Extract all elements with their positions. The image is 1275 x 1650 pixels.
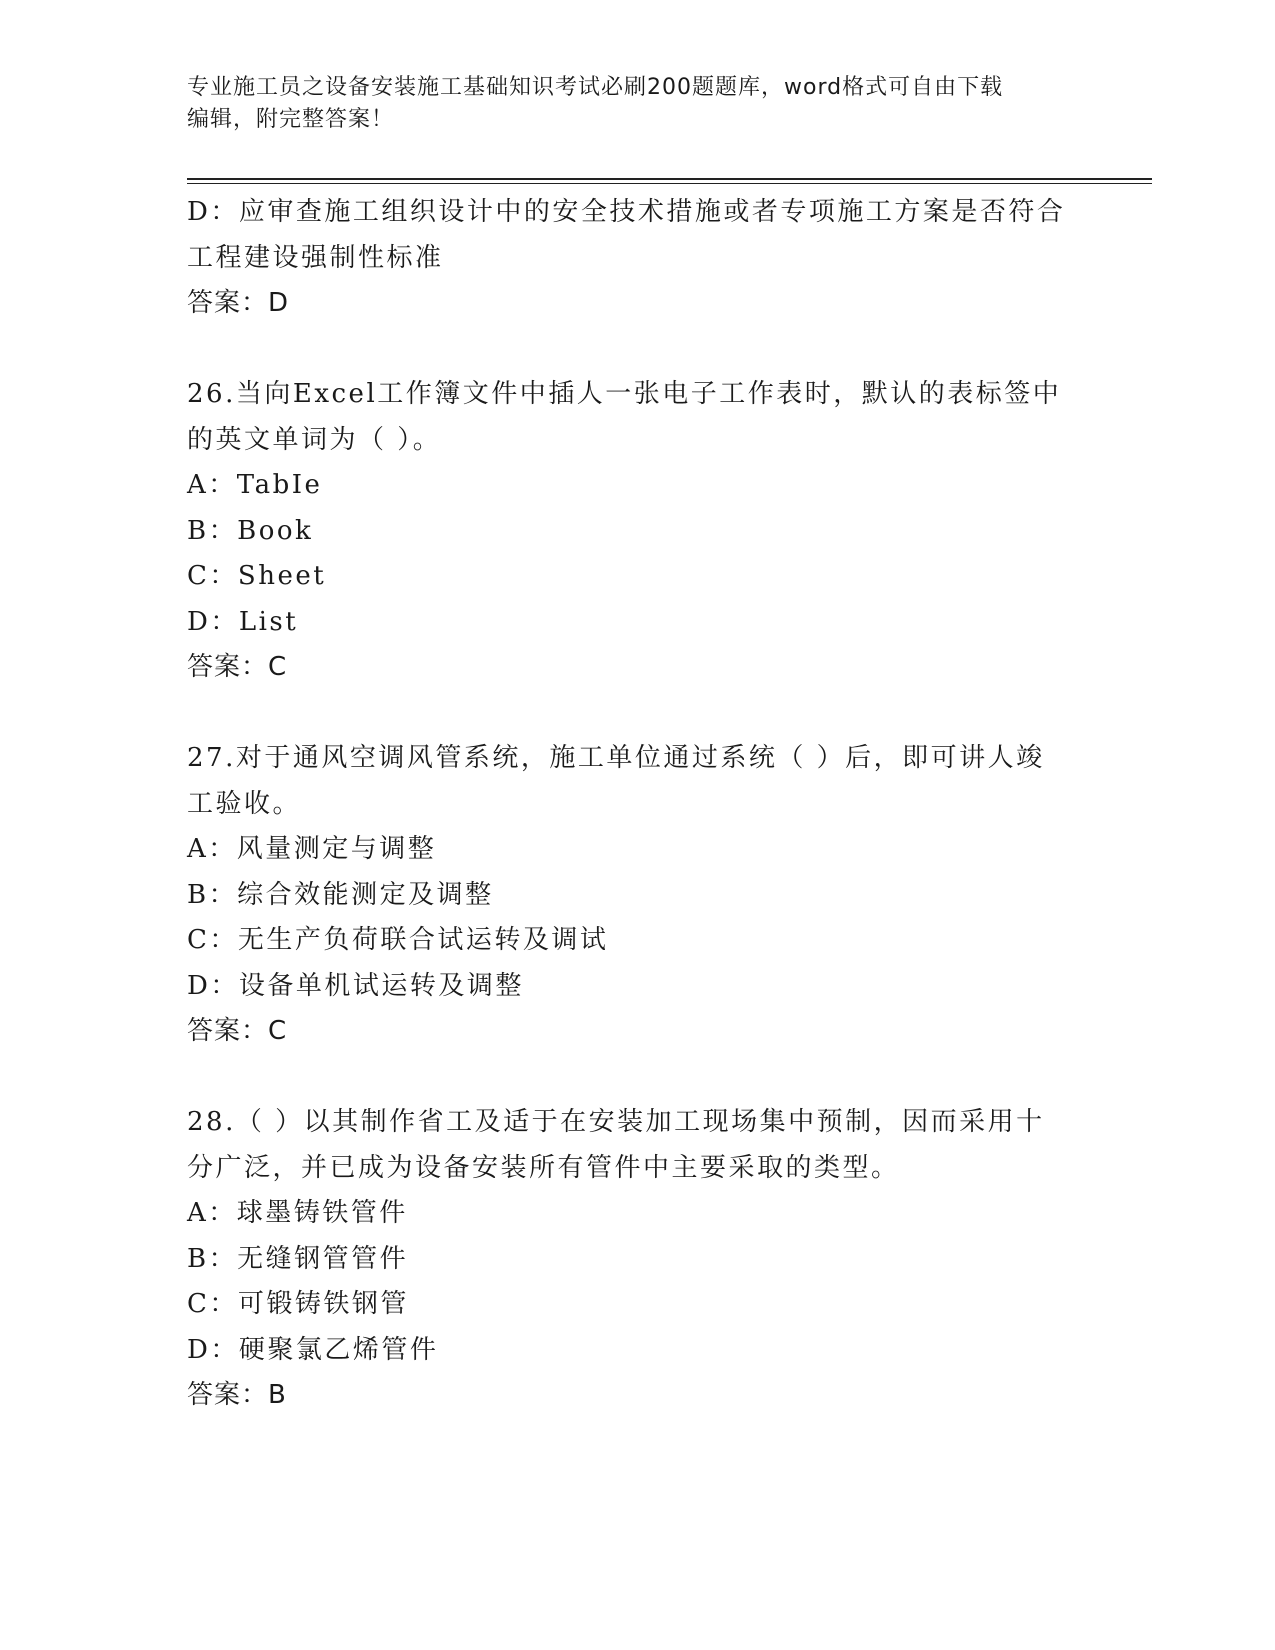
question-stem: 27.对于通风空调风管系统，施工单位通过系统（ ）后，即可讲人竣	[187, 743, 1045, 773]
previous-question-tail	[187, 190, 1077, 327]
header-line-1: 专业施工员之设备安装施工基础知识考试必刷200题题库，word格式可自由下载	[187, 75, 1004, 100]
option-d: D：硬聚氯乙烯管件	[187, 1334, 439, 1365]
question-stem-continued: 分广泛，并已成为设备安装所有管件中主要采取的类型。	[187, 1152, 900, 1183]
option-d-continued: 工程建设强制性标准	[187, 242, 444, 273]
option-b: B：综合效能测定及调整	[187, 879, 494, 910]
option-c: C：Sheet	[187, 561, 327, 591]
header-divider-thick	[187, 178, 1152, 180]
option-b: B：Book	[187, 515, 314, 546]
option-d: D：应审查施工组织设计中的安全技术措施或者专项施工方案是否符合	[187, 197, 1066, 227]
option-c: C：可锻铸铁钢管	[187, 1289, 409, 1319]
option-b: B：无缝钢管管件	[187, 1243, 409, 1274]
option-d: D：设备单机试运转及调整	[187, 970, 524, 1001]
option-d: D：List	[187, 606, 299, 637]
answer-line: 答案：C	[187, 1016, 288, 1046]
question-28	[187, 1100, 1077, 1419]
question-26	[187, 372, 1077, 691]
question-stem-continued: 工验收。	[187, 788, 302, 819]
header-line-2: 编辑，附完整答案！	[187, 107, 395, 132]
option-c: C：无生产负荷联合试运转及调试	[187, 925, 609, 955]
document-header	[187, 72, 1067, 136]
option-a: A：风量测定与调整	[187, 834, 437, 864]
answer-line: 答案：C	[187, 652, 288, 682]
question-stem: 26.当向Excel工作簿文件中插人一张电子工作表时，默认的表标签中	[187, 379, 1062, 409]
question-content	[187, 190, 1077, 1419]
question-stem-continued: 的英文单词为（ ）。	[187, 424, 442, 455]
answer-line: 答案：B	[187, 1380, 287, 1410]
question-27	[187, 736, 1077, 1055]
header-divider-thin	[187, 183, 1152, 184]
option-a: A：球墨铸铁管件	[187, 1198, 408, 1228]
option-a: A：TabIe	[187, 470, 323, 500]
answer-line: 答案：D	[187, 288, 290, 318]
question-stem: 28.（ ）以其制作省工及适于在安装加工现场集中预制，因而采用十	[187, 1107, 1045, 1137]
